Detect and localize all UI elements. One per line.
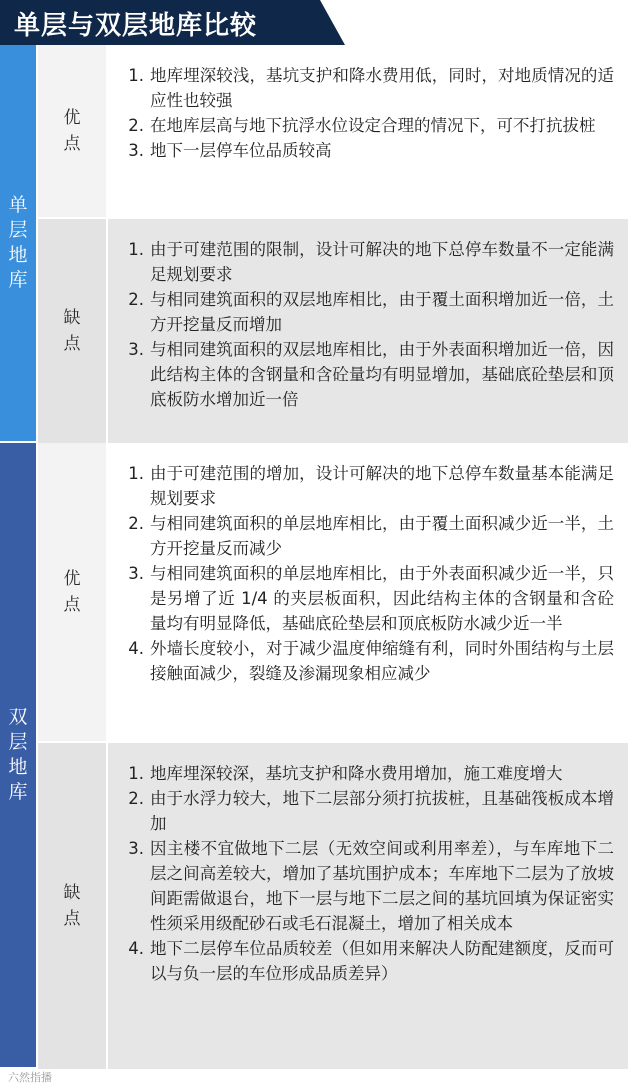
list-item (118, 561, 614, 636)
type-cell (38, 45, 108, 217)
item-text: 在地库层高与地下抗浮水位设定合理的情况下，可不打抗拔桩 (150, 116, 596, 135)
item-number: 3. (128, 839, 144, 858)
item-number: 2. (128, 789, 144, 808)
type-label-cons: 缺点 (63, 308, 81, 354)
row-double-pros (38, 443, 628, 741)
row-single-pros (38, 45, 628, 217)
list-item (118, 287, 614, 337)
item-text: 与相同建筑面积的双层地库相比，由于外表面积增加近一倍，因此结构主体的含钢量和含砼量均有明显增加，基础底砼垫层和顶底板防水增加近一倍 (150, 340, 614, 409)
list-item (118, 636, 614, 686)
item-number: 2. (128, 290, 144, 309)
item-number: 1. (128, 240, 144, 259)
content-cell (108, 443, 628, 741)
list-item (118, 337, 614, 412)
list-item (118, 138, 614, 163)
item-number: 3. (128, 340, 144, 359)
item-number: 4. (128, 939, 144, 958)
type-label-pros: 优点 (63, 569, 81, 615)
type-cell (38, 743, 108, 1069)
item-text: 与相同建筑面积的单层地库相比，由于外表面积减少近一半，只是另增了近 1/4 的夹层板面积，因此结构主体的含钢量和含砼量均有明显降低，基础底砼垫层和顶底板防水减少近一半 (150, 564, 614, 633)
item-number: 1. (128, 66, 144, 85)
content-cell (108, 45, 628, 217)
group-label-double (0, 443, 36, 1067)
item-number: 2. (128, 116, 144, 135)
group-double-basement (0, 443, 628, 1069)
header (0, 0, 628, 45)
item-text: 地库埋深较浅，基坑支护和降水费用低，同时，对地质情况的适应性也较强 (150, 66, 614, 110)
item-number: 3. (128, 564, 144, 583)
item-text: 地下一层停车位品质较高 (150, 141, 332, 160)
item-number: 1. (128, 764, 144, 783)
list-item (118, 63, 614, 113)
list-item (118, 461, 614, 511)
list-item (118, 761, 614, 786)
item-text: 与相同建筑面积的双层地库相比，由于覆土面积增加近一倍，土方开挖量反而增加 (150, 290, 614, 334)
group-label-text: 单层地库 (8, 194, 28, 291)
type-label-cons: 缺点 (63, 883, 81, 929)
item-number: 1. (128, 464, 144, 483)
row-double-cons (38, 741, 628, 1069)
item-text: 由于可建范围的限制，设计可解决的地下总停车数量不一定能满足规划要求 (150, 240, 614, 284)
list-item (118, 113, 614, 138)
item-number: 3. (128, 141, 144, 160)
type-cell (38, 443, 108, 741)
item-text: 由于可建范围的增加，设计可解决的地下总停车数量基本能满足规划要求 (150, 464, 614, 508)
list-item (118, 786, 614, 836)
comparison-table (0, 45, 628, 1069)
list-item (118, 511, 614, 561)
item-number: 2. (128, 514, 144, 533)
group-label-text: 双层地库 (8, 706, 28, 803)
watermark: 六然指播 (8, 1071, 52, 1084)
list-item (118, 237, 614, 287)
page-title: 单层与双层地库比较 (14, 11, 258, 41)
group-single-basement (0, 45, 628, 443)
item-text: 地库埋深较深，基坑支护和降水费用增加，施工难度增大 (150, 764, 563, 783)
list-item (118, 936, 614, 986)
content-cell (108, 743, 628, 1069)
item-text: 外墙长度较小，对于减少温度伸缩缝有利，同时外围结构与土层接触面减少，裂缝及渗漏现象相应减少 (150, 639, 614, 683)
item-text: 因主楼不宜做地下二层（无效空间或利用率差），与车库地下二层之间高差较大，增加了基坑围护成本；车库地下二层为了放坡间距需做退台，地下一层与地下二层之间的基坑回填为保证密实性须采用级配砂石或毛石混凝土，增加了相关成本 (150, 839, 614, 933)
type-label-pros: 优点 (63, 108, 81, 154)
item-text: 地下二层停车位品质较差（但如用来解决人防配建额度，反而可以与负一层的车位形成品质差异） (150, 939, 614, 983)
type-cell (38, 219, 108, 443)
content-cell (108, 219, 628, 443)
item-number: 4. (128, 639, 144, 658)
row-single-cons (38, 217, 628, 443)
group-label-single (0, 45, 36, 441)
item-text: 由于水浮力较大，地下二层部分须打抗拔桩，且基础筏板成本增加 (150, 789, 614, 833)
list-item (118, 836, 614, 936)
item-text: 与相同建筑面积的单层地库相比，由于覆土面积减少近一半，土方开挖量反而减少 (150, 514, 614, 558)
